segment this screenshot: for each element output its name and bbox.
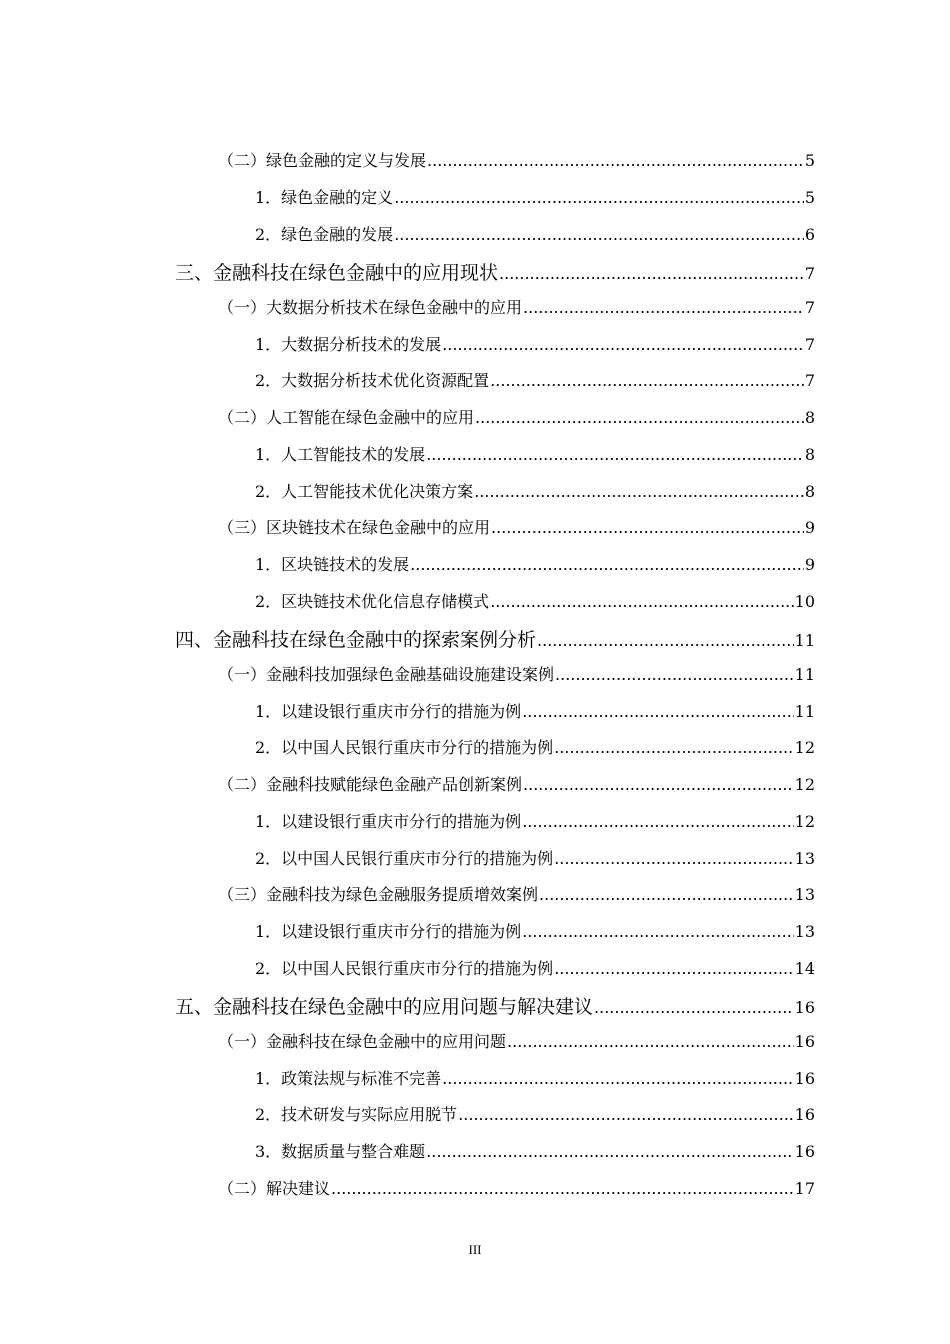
toc-entry-page: 14: [794, 959, 815, 978]
toc-entry-page: 7: [804, 264, 815, 283]
dot-leader: [474, 482, 804, 501]
toc-entry-title: 3．数据质量与整合难题: [255, 1142, 426, 1161]
dot-leader: [522, 702, 793, 721]
toc-entry[interactable]: [255, 919, 815, 942]
toc-entry-title: 1．区块链技术的发展: [255, 555, 410, 574]
toc-entry-page: 16: [794, 1105, 815, 1124]
dot-leader: [490, 592, 793, 611]
toc-entry[interactable]: [255, 589, 815, 612]
toc-entry[interactable]: [255, 1066, 815, 1089]
toc-entry-title: 2．以中国人民银行重庆市分行的措施为例: [255, 738, 554, 757]
toc-entry[interactable]: [218, 405, 815, 428]
dot-leader: [499, 264, 804, 283]
toc-entry-title: 2．以中国人民银行重庆市分行的措施为例: [255, 959, 554, 978]
dot-leader: [594, 998, 794, 1017]
toc-entry-page: 10: [794, 592, 815, 611]
dot-leader: [507, 1032, 794, 1051]
toc-entry[interactable]: [175, 258, 815, 285]
toc-entry-title: 1．人工智能技术的发展: [255, 445, 426, 464]
dot-leader: [490, 371, 804, 390]
toc-entry-page: 8: [804, 445, 815, 464]
toc-entry-title: 1．政策法规与标准不完善: [255, 1069, 442, 1088]
toc-entry-page: 16: [794, 1142, 815, 1161]
toc-entry-page: 11: [794, 702, 815, 721]
toc-entry[interactable]: [255, 699, 815, 722]
dot-leader: [394, 225, 804, 244]
toc-entry-title: 2．大数据分析技术优化资源配置: [255, 371, 490, 390]
toc-entry-title: 五、金融科技在绿色金融中的应用问题与解决建议: [175, 996, 594, 1018]
toc-entry[interactable]: [255, 442, 815, 465]
toc-entry-page: 7: [804, 298, 815, 317]
toc-entry-page: 16: [794, 998, 815, 1017]
toc-entry-title: 1．绿色金融的定义: [255, 188, 394, 207]
toc-entry[interactable]: [255, 809, 815, 832]
toc-entry-title: 1．以建设银行重庆市分行的措施为例: [255, 702, 522, 721]
toc-entry-title: 1．以建设银行重庆市分行的措施为例: [255, 812, 522, 831]
toc-entry-title: （三）金融科技为绿色金融服务提质增效案例: [218, 885, 539, 904]
toc-entry-page: 7: [804, 335, 815, 354]
dot-leader: [523, 775, 794, 794]
toc-entry-title: 四、金融科技在绿色金融中的探索案例分析: [175, 629, 537, 651]
toc-entry[interactable]: [255, 552, 815, 575]
toc-entry-title: 2．人工智能技术优化决策方案: [255, 482, 474, 501]
toc-entry-title: （二）绿色金融的定义与发展: [218, 151, 427, 170]
dot-leader: [442, 1069, 793, 1088]
toc-entry-page: 9: [804, 518, 815, 537]
dot-leader: [554, 959, 793, 978]
toc-entry[interactable]: [175, 992, 815, 1019]
toc-entry-title: （二）金融科技赋能绿色金融产品创新案例: [218, 775, 523, 794]
toc-entry-page: 7: [804, 371, 815, 390]
toc-entry[interactable]: [218, 882, 815, 905]
toc-entry[interactable]: [218, 662, 815, 685]
toc-entry[interactable]: [218, 295, 815, 318]
dot-leader: [426, 1142, 793, 1161]
toc-entry[interactable]: [255, 368, 815, 391]
toc-entry-title: （一）金融科技加强绿色金融基础设施建设案例: [218, 665, 555, 684]
toc-entry-page: 5: [804, 188, 815, 207]
dot-leader: [537, 631, 794, 650]
toc-entry-title: 1．以建设银行重庆市分行的措施为例: [255, 922, 522, 941]
toc-entry-page: 16: [794, 1069, 815, 1088]
toc-entry[interactable]: [255, 332, 815, 355]
dot-leader: [426, 445, 804, 464]
toc-entry-title: 2．绿色金融的发展: [255, 225, 394, 244]
toc-entry-title: 2．区块链技术优化信息存储模式: [255, 592, 490, 611]
toc-entry[interactable]: [218, 148, 815, 171]
toc-entry[interactable]: [218, 772, 815, 795]
toc-entry[interactable]: [218, 515, 815, 538]
toc-entry[interactable]: [255, 846, 815, 869]
dot-leader: [394, 188, 804, 207]
toc-entry[interactable]: [255, 222, 815, 245]
toc-entry-page: 8: [804, 408, 815, 427]
toc-entry-page: 9: [804, 555, 815, 574]
toc-entry-page: 11: [794, 665, 815, 684]
toc-entry-title: 三、金融科技在绿色金融中的应用现状: [175, 262, 499, 284]
toc-entry-title: （一）金融科技在绿色金融中的应用问题: [218, 1032, 507, 1051]
toc-entry[interactable]: [255, 185, 815, 208]
dot-leader: [522, 922, 793, 941]
dot-leader: [522, 812, 793, 831]
toc-entry-page: 8: [804, 482, 815, 501]
dot-leader: [523, 298, 804, 317]
toc-entry-title: （一）大数据分析技术在绿色金融中的应用: [218, 298, 523, 317]
toc-entry-page: 12: [794, 738, 815, 757]
toc-entry-title: 2．技术研发与实际应用脱节: [255, 1105, 458, 1124]
toc-entry-page: 12: [794, 775, 815, 794]
toc-entry[interactable]: [255, 956, 815, 979]
toc-entry[interactable]: [175, 625, 815, 652]
toc-entry-page: 11: [794, 631, 815, 650]
toc-entry[interactable]: [218, 1029, 815, 1052]
toc-entry-page: 12: [794, 812, 815, 831]
dot-leader: [554, 849, 793, 868]
toc-entry-page: 13: [794, 849, 815, 868]
dot-leader: [331, 1179, 794, 1198]
toc-entry-page: 5: [804, 151, 815, 170]
toc-entry-title: （三）区块链技术在绿色金融中的应用: [218, 518, 491, 537]
toc-entry-title: 2．以中国人民银行重庆市分行的措施为例: [255, 849, 554, 868]
toc-entry-page: 16: [794, 1032, 815, 1051]
dot-leader: [475, 408, 804, 427]
dot-leader: [442, 335, 804, 354]
toc-entry-page: 13: [794, 922, 815, 941]
toc-entry[interactable]: [218, 1176, 815, 1199]
dot-leader: [539, 885, 794, 904]
dot-leader: [554, 738, 793, 757]
page-number-footer: III: [468, 1242, 482, 1257]
toc-entry-page: 17: [794, 1179, 815, 1198]
dot-leader: [458, 1105, 793, 1124]
dot-leader: [491, 518, 804, 537]
dot-leader: [427, 151, 804, 170]
dot-leader: [410, 555, 804, 574]
toc-entry[interactable]: [255, 479, 815, 502]
toc-entry-page: 13: [794, 885, 815, 904]
toc-entry-title: （二）解决建议: [218, 1179, 331, 1198]
toc-entry-title: （二）人工智能在绿色金融中的应用: [218, 408, 475, 427]
toc-entry[interactable]: [255, 1139, 815, 1162]
toc-entry-title: 1．大数据分析技术的发展: [255, 335, 442, 354]
toc-entry[interactable]: [255, 1102, 815, 1125]
toc-entry-page: 6: [804, 225, 815, 244]
toc-entry[interactable]: [255, 735, 815, 758]
dot-leader: [555, 665, 794, 684]
